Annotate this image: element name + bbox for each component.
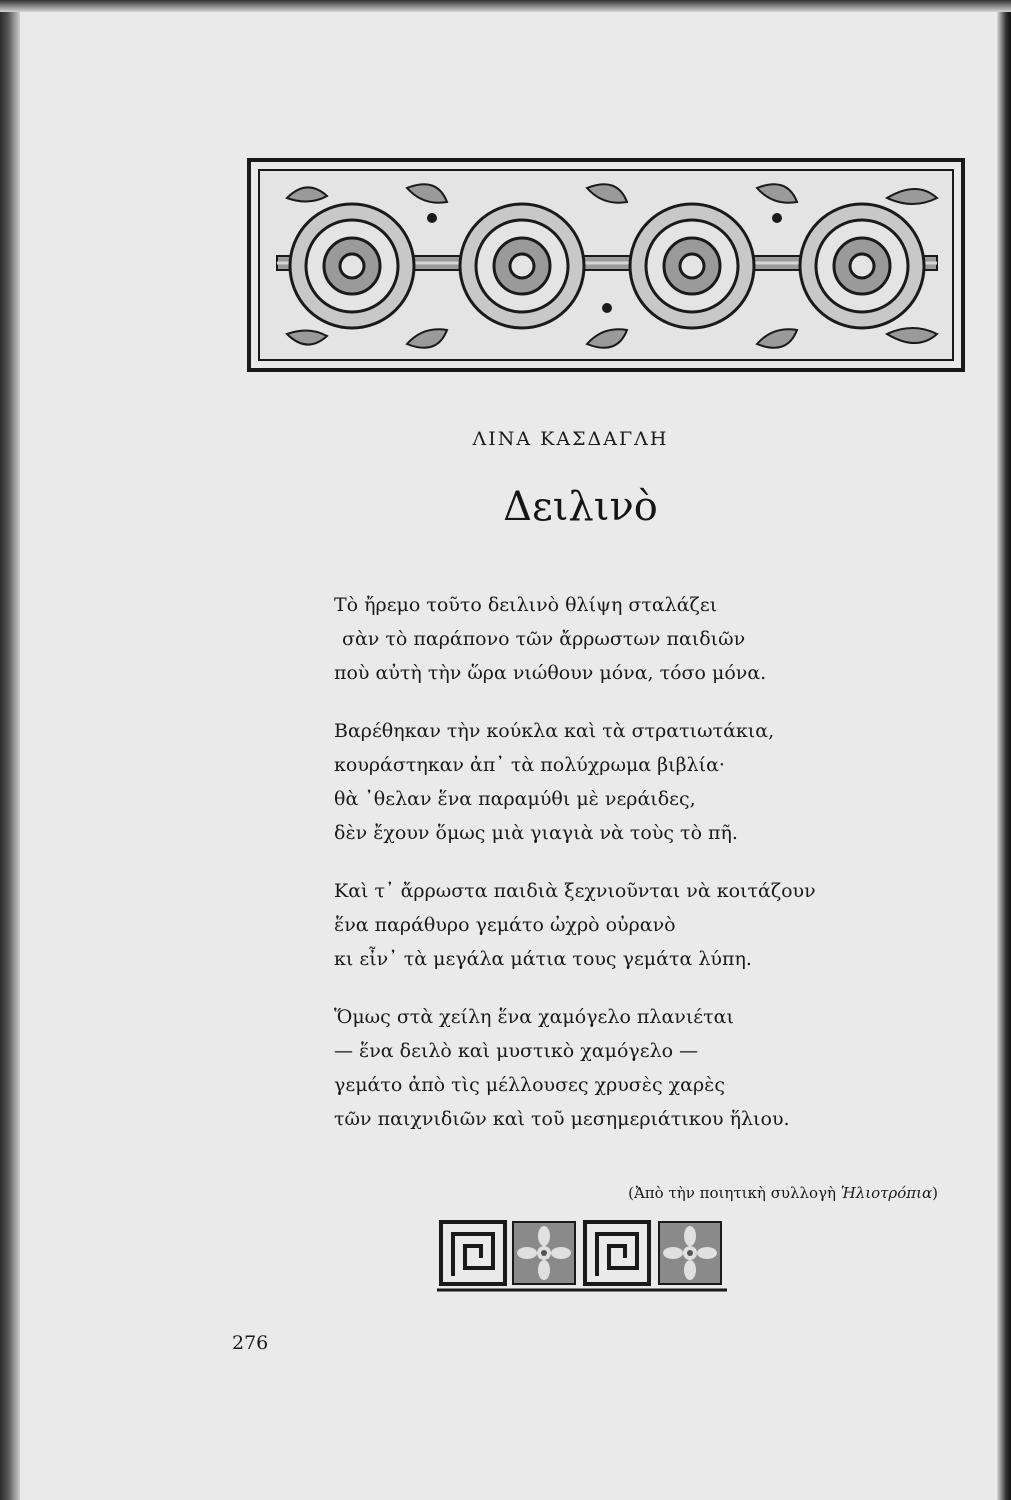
poem-line: ποὺ αὐτὴ τὴν ὥρα νιώθουν μόνα, τόσο μόνα. [334, 662, 767, 684]
poem-line: σὰν τὸ παράπονο τῶν ἄρρωστων παιδιῶν [342, 628, 746, 650]
stanza-2 [334, 714, 954, 850]
poem-line: — ἕνα δειλὸ καὶ μυστικὸ χαμόγελο — [334, 1040, 699, 1062]
poem-line: Βαρέθηκαν τὴν κούκλα καὶ τὰ στρατιωτάκια, [334, 720, 775, 742]
poem-line: Τὸ ἤρεμο τοῦτο δειλινὸ θλίψη σταλάζει [334, 594, 718, 616]
poem-body [334, 588, 954, 1160]
poem-line: τῶν παιχνιδιῶν καὶ τοῦ μεσημεριάτικου ἥλιου. [334, 1108, 790, 1130]
poem-line: δὲν ἔχουν ὅμως μιὰ γιαγιὰ νὰ τοὺς τὸ πῆ. [334, 822, 738, 844]
stanza-1 [334, 588, 954, 690]
stanza-3 [334, 874, 954, 976]
poem-line: ἕνα παράθυρο γεμάτο ὠχρὸ οὐρανὸ [334, 914, 676, 936]
scroll-ornament-icon [247, 158, 965, 372]
header-ornament-banner [247, 158, 965, 372]
poem-line: κι εἶν᾽ τὰ μεγάλα μάτια τους γεμάτα λύπη. [334, 948, 752, 970]
source-citation [480, 1184, 938, 1202]
page-right-shadow [997, 0, 1011, 1500]
poem-line: Ὅμως στὰ χείλη ἕνα χαμόγελο πλανιέται [334, 1006, 734, 1028]
page-top-shadow [0, 0, 1011, 12]
source-collection: Ἡλιοτρόπια [840, 1184, 933, 1202]
source-prefix: (Ἀπὸ τὴν ποιητικὴ συλλογὴ [628, 1184, 841, 1202]
author-name: ΛΙΝΑ ΚΑΣΔΑΓΛΗ [472, 428, 669, 450]
page-left-shadow [0, 0, 20, 1500]
poem-line: Καὶ τ᾽ ἄρρωστα παιδιὰ ξεχνιοῦνται νὰ κοιτάζουν [334, 880, 816, 902]
poem-line: κουράστηκαν ἀπ᾽ τὰ πολύχρωμα βιβλία· [334, 754, 725, 776]
stanza-4 [334, 1000, 954, 1136]
poem-line: θὰ ᾽θελαν ἕνα παραμύθι μὲ νεράιδες, [334, 788, 696, 810]
greek-key-ornament-icon [437, 1218, 727, 1292]
footer-ornament [437, 1218, 727, 1292]
poem-title: Δειλινὸ [503, 484, 658, 530]
source-suffix: ) [932, 1184, 938, 1202]
poem-line: γεμάτο ἀπὸ τὶς μέλλουσες χρυσὲς χαρὲς [334, 1074, 725, 1096]
page-number: 276 [232, 1332, 269, 1354]
